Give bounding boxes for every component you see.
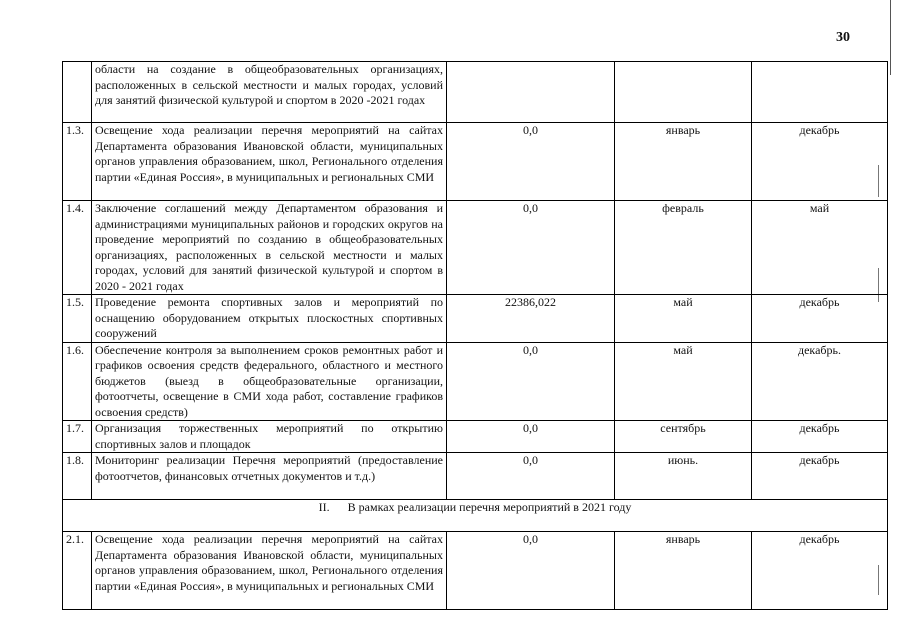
row-start-month: [615, 62, 752, 123]
section-title: В рамках реализации перечня мероприятий в 2021 году: [347, 500, 632, 514]
table-row: [63, 532, 888, 610]
row-end-month: май: [752, 201, 888, 295]
row-end-month: декабрь: [752, 532, 888, 610]
row-amount: 22386,022: [447, 295, 615, 343]
row-description: области на создание в общеобразовательных организациях, расположенных в сельской местности и малых городах, условий для занятий физической культурой и спортом в 2020 -2021 годах: [92, 62, 447, 123]
row-amount: 0,0: [447, 123, 615, 201]
row-end-month: [752, 62, 888, 123]
row-number: 1.6.: [63, 342, 92, 421]
row-number: 1.4.: [63, 201, 92, 295]
row-start-month: январь: [615, 532, 752, 610]
measures-table: [62, 61, 888, 610]
row-description: Проведение ремонта спортивных залов и мероприятий по оснащению оборудованием открытых плоскостных спортивных сооружений: [92, 295, 447, 343]
row-start-month: сентябрь: [615, 421, 752, 453]
row-end-month: декабрь: [752, 421, 888, 453]
table-row: [63, 201, 888, 295]
row-amount: [447, 62, 615, 123]
row-start-month: май: [615, 295, 752, 343]
row-end-month: декабрь.: [752, 342, 888, 421]
row-number: 1.3.: [63, 123, 92, 201]
row-end-month: декабрь: [752, 453, 888, 500]
row-start-month: январь: [615, 123, 752, 201]
row-number: 1.5.: [63, 295, 92, 343]
row-number: [63, 62, 92, 123]
row-description: Заключение соглашений между Департаментом образования и администрациями муниципальных районов и городских округов на проведение мероприятий по созданию в общеобразовательных организациях, расположенных в сельской местности и малых городах, условий для занятий физической культурой и спортом в 2020 - 2021 годах: [92, 201, 447, 295]
table-row: [63, 453, 888, 500]
row-amount: 0,0: [447, 532, 615, 610]
table-row: [63, 123, 888, 201]
row-description: Освещение хода реализации перечня мероприятий на сайтах Департамента образования Ивановской области, муниципальных органов управления образованием, школ, Регионального отделения партии «Единая Россия», в муниципальных и региональных СМИ: [92, 532, 447, 610]
row-number: 2.1.: [63, 532, 92, 610]
row-start-month: февраль: [615, 201, 752, 295]
page-number: 30: [836, 30, 850, 45]
row-end-month: декабрь: [752, 295, 888, 343]
row-amount: 0,0: [447, 342, 615, 421]
row-amount: 0,0: [447, 421, 615, 453]
row-start-month: май: [615, 342, 752, 421]
page-edge-line: [890, 0, 891, 75]
row-number: 1.7.: [63, 421, 92, 453]
row-description: Освещение хода реализации перечня мероприятий на сайтах Департамента образования Ивановской области, муниципальных органов управления образованием, школ, Регионального отделения партии «Единая Россия», в муниципальных и региональных СМИ: [92, 123, 447, 201]
row-amount: 0,0: [447, 453, 615, 500]
section-number: II.: [318, 500, 330, 514]
table-row: [63, 62, 888, 123]
row-number: 1.8.: [63, 453, 92, 500]
table-row: [63, 295, 888, 343]
section-header: [63, 500, 888, 532]
section-header-row: [63, 500, 888, 532]
table-row: [63, 421, 888, 453]
row-description: Мониторинг реализации Перечня мероприятий (предоставление фотоотчетов, финансовых отчетных документов и т.д.): [92, 453, 447, 500]
row-description: Обеспечение контроля за выполнением сроков ремонтных работ и графиков освоения средств федерального, областного и местного бюджетов (выезд в общеобразовательные организации, фотоотчеты, освещение в СМИ хода работ, составление графиков освоения средств): [92, 342, 447, 421]
table-row: [63, 342, 888, 421]
row-description: Организация торжественных мероприятий по открытию спортивных залов и площадок: [92, 421, 447, 453]
row-end-month: декабрь: [752, 123, 888, 201]
row-start-month: июнь.: [615, 453, 752, 500]
row-amount: 0,0: [447, 201, 615, 295]
